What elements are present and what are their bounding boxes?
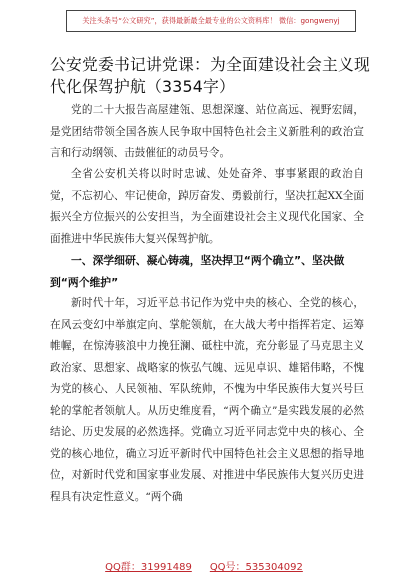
contact-footer	[0, 558, 408, 574]
promo-banner[interactable]	[66, 10, 356, 32]
document-title: 公安党委书记讲党课：为全面建设社会主义现代化保驾护航（3354字）	[50, 55, 370, 96]
body-paragraph-3: 新时代十年，习近平总书记作为党中央的核心、全党的核心，在风云变幻中举旗定向、掌舵领航，在大战大考中指挥若定、运筹帷幄，在惊涛骇浪中力挽狂澜、砥柱中流，充分彰显了马克思主义政治家、思想家、战略家的恢弘气魄、远见卓识、雄韬伟略，不愧为党的核心、人民领袖、军队统帅，不愧为中华民族伟大复兴号巨轮的掌舵者领航人。从历史维度看，“两个确立”是实践发展的必然结论、历史发展的必然选择。党确立习近平同志党中央的核心、全党的核心地位，确立习近平新时代中国特色社会主义思想的指导地位，对新时代党和国家事业发展、对推进中华民族伟大复兴历史进程具有决定性意义。“两个确	[50, 297, 364, 503]
promo-banner-text: 关注头条号“公文研究”，获得最新最全最专业的公文资料库！ 微信：gongwenyj	[82, 16, 340, 25]
qq-group-link[interactable]: QQ群：31991489	[105, 562, 192, 573]
body-paragraph-1: 党的二十大报告高屋建瓴、思想深邃、站位高远、视野宏阔，是党团结带领全国各族人民争取中国特色社会主义新胜利的政治宣言和行动纲领、击鼓催征的动员号令。	[50, 104, 364, 159]
qq-number-link[interactable]: QQ号：535304092	[209, 562, 303, 573]
body-paragraph-2: 全省公安机关将以时时忠诚、处处奋斧、事事紧跟的政治自觉，不忘初心、牢记使命，踔厉奋发、勇毅前行，坚决扛起XX全面振兴全方位振兴的公安担当，为全面建设社会主义现代化国家、全面推进中华民族伟大复兴保驾护航。	[50, 168, 364, 245]
section-heading: 一、深学细研、凝心铸魂，坚决捍卫“两个确立”、坚决做到“两个维护”	[50, 254, 345, 289]
